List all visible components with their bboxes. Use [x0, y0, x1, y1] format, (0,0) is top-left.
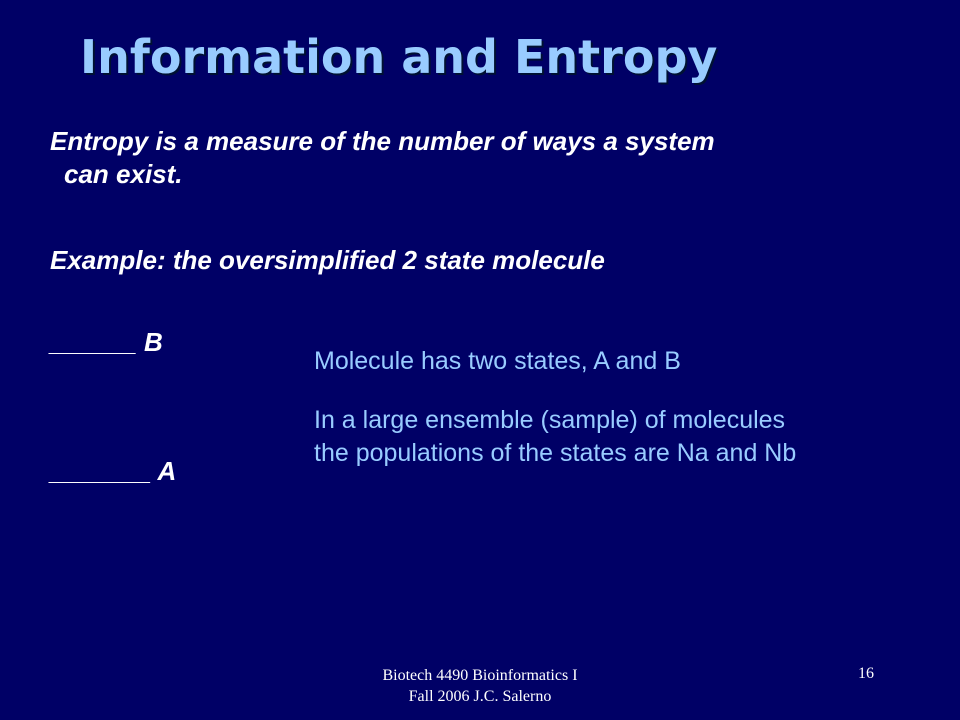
molecule-states-text: Molecule has two states, A and B [314, 347, 681, 375]
energy-level-b: ______ B [50, 327, 163, 357]
slide-title: Information and Entropy [80, 30, 718, 84]
example-text: Example: the oversimplified 2 state molecule [50, 245, 605, 275]
entropy-definition-line1: Entropy is a measure of the number of ways a system [50, 126, 715, 156]
page-number: 16 [858, 665, 874, 682]
entropy-definition [50, 125, 910, 191]
energy-level-a: _______ A [50, 456, 177, 486]
ensemble-populations-text: In a large ensemble (sample) of molecules the populations of the states are Na and Nb [314, 406, 797, 467]
slide-footer [330, 665, 630, 707]
entropy-definition-line2: can exist. [64, 159, 183, 189]
footer-course: Biotech 4490 Bioinformatics I [382, 667, 578, 684]
footer-term-author: Fall 2006 J.C. Salerno [408, 688, 552, 705]
